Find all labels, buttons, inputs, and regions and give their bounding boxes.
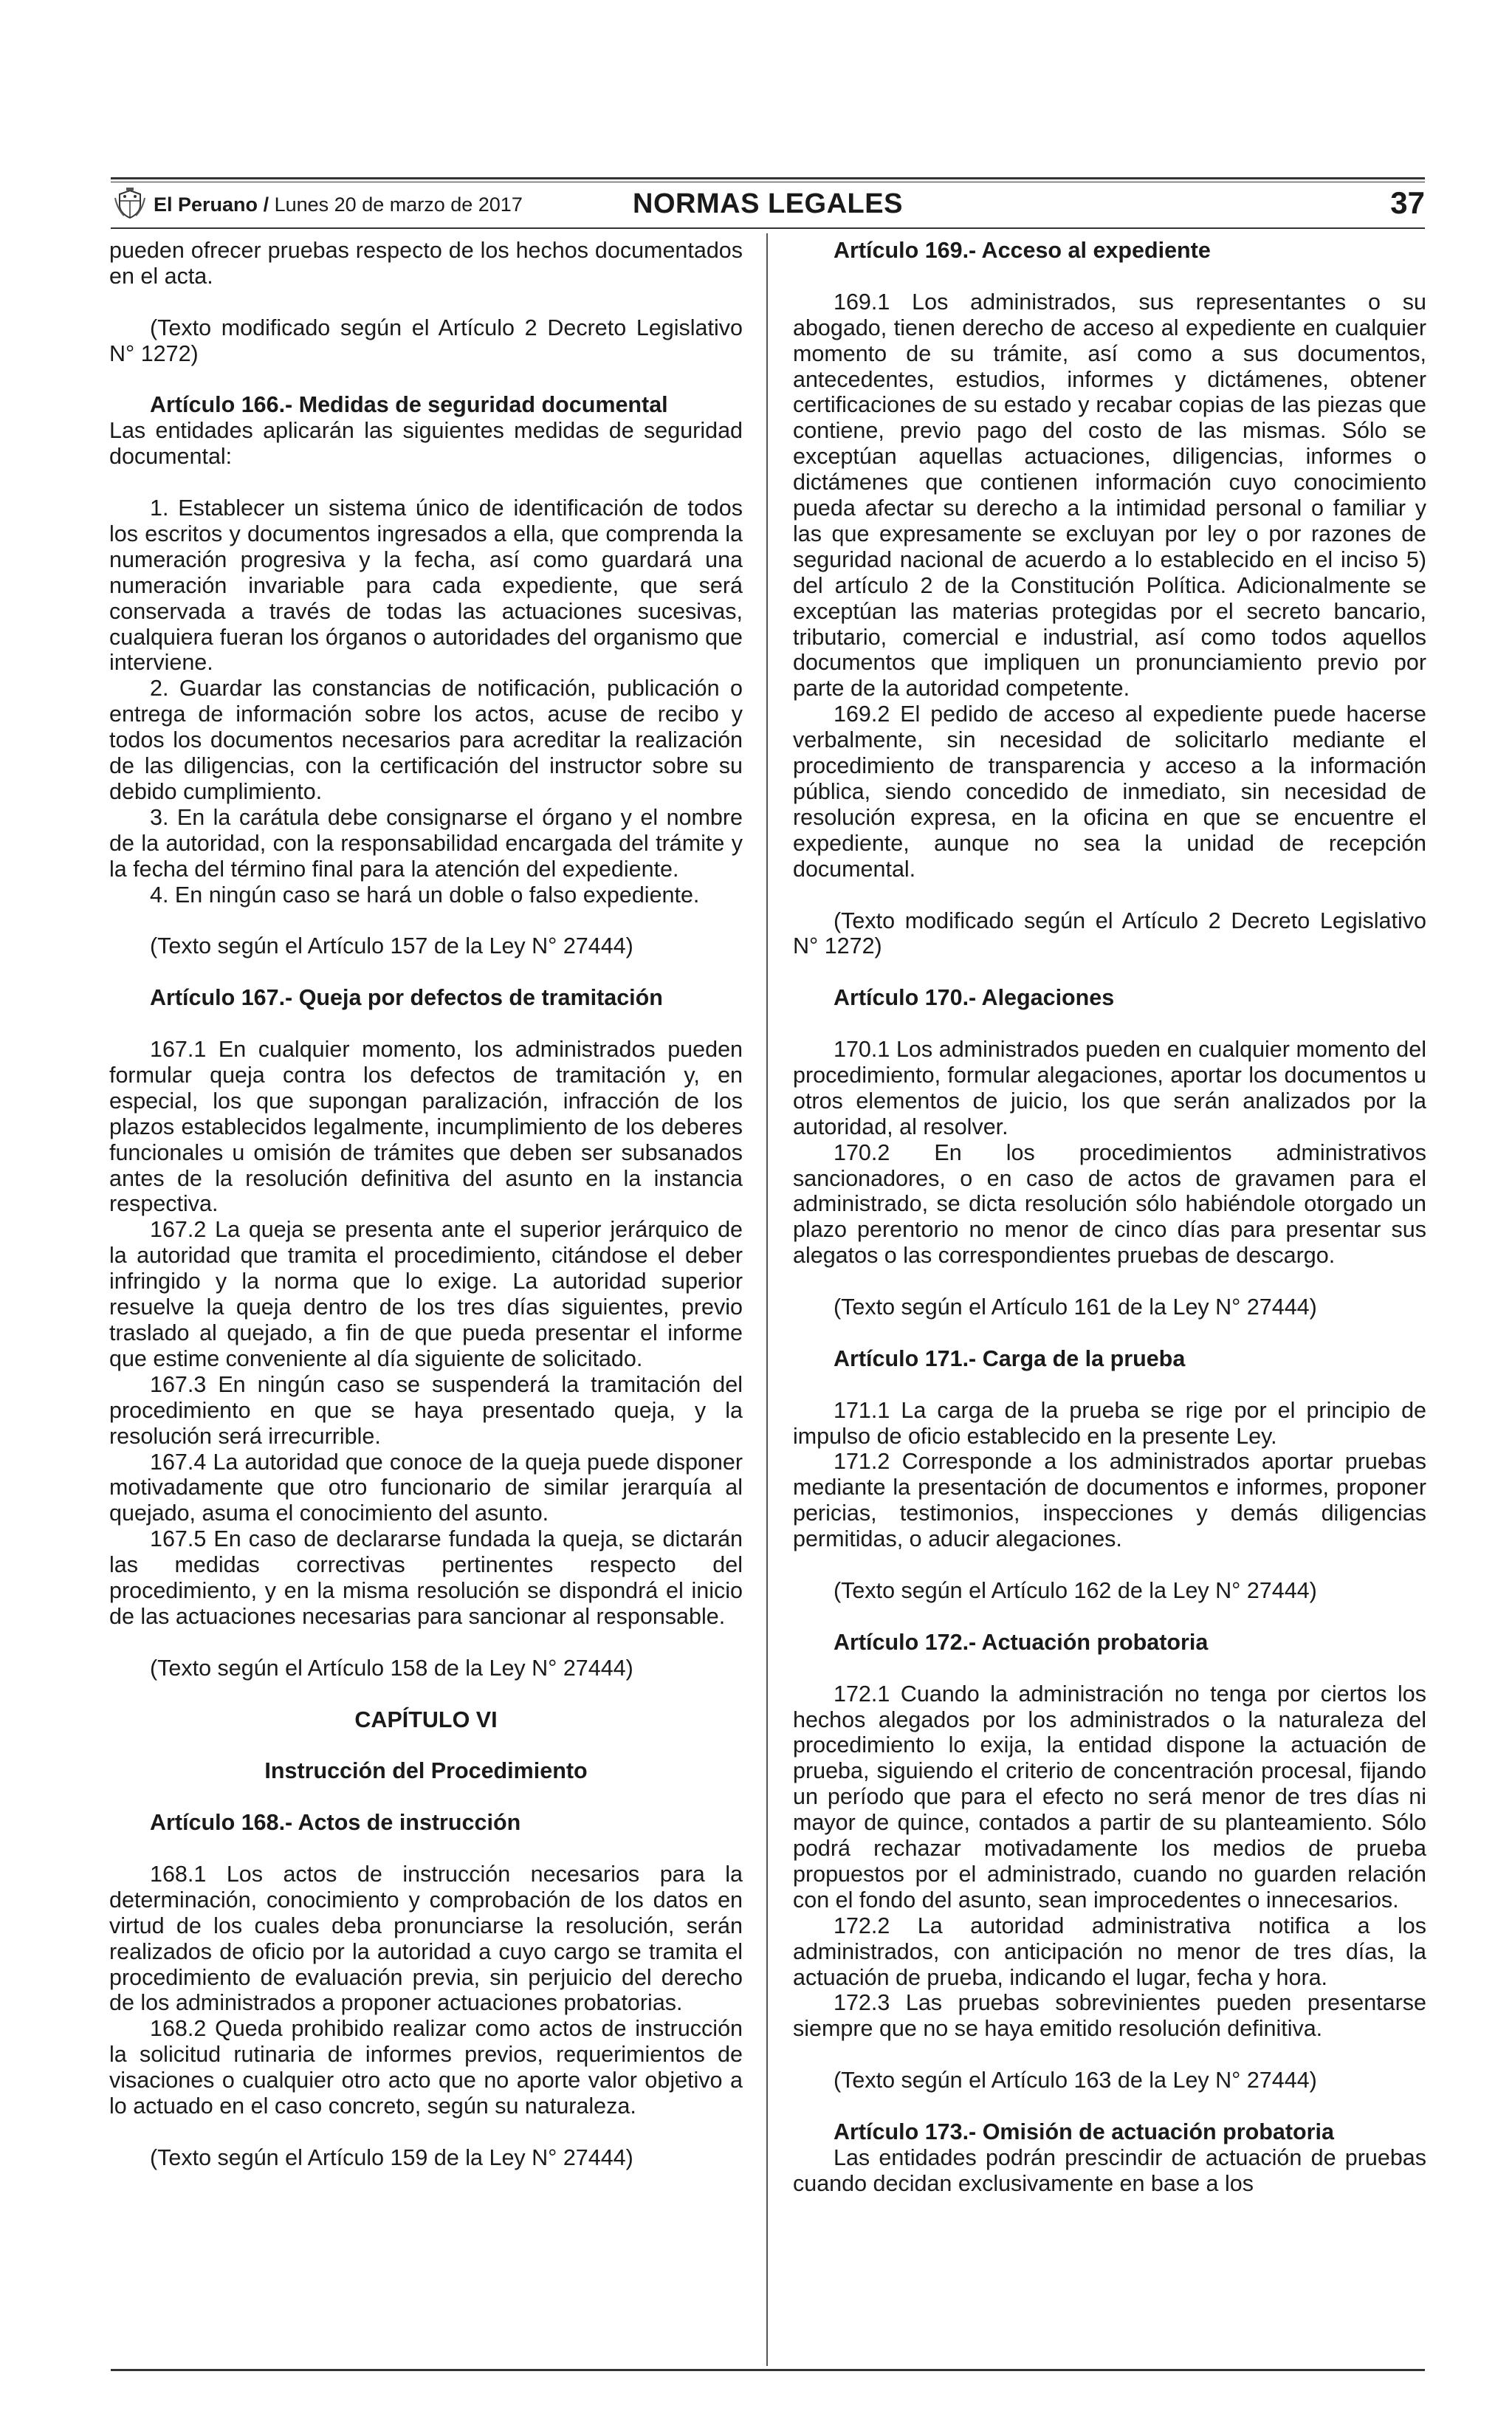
paragraph: 169.1 Los administrados, sus representantes o su abogado, tienen derecho de acceso al expediente en cualquier momento de su trámite, así como a sus documentos, antecedentes, estudios, informes y dictámenes, obtener certificaciones de su estado y recabar copias de las piezas que contiene, previo pago del costo de las mismas. Sólo se exceptúan aquellas actuaciones, diligencias, informes o dictámenes que contienen información cuyo conocimiento pueda afectar su derecho a la intimidad personal o familiar y las que expresamente se excluyan por ley o por razones de seguridad nacional de acuerdo a lo establecido en el inciso 5) del artículo 2 de la Constitución Política. Adicionalmente se exceptúan las materias protegidas por el secreto bancario, tributario, comercial e industrial, así como todos aquellos documentos que impliquen un pronunciamiento previo por parte de la autoridad competente. (793, 289, 1426, 702)
paragraph: 168.1 Los actos de instrucción necesarios para la determinación, conocimiento y comprobación de los datos en virtud de los cuales deba pronunciarse la resolución, serán realizados de oficio por la autoridad a cuyo cargo se tramita el procedimiento de evaluación previa, sin perjuicio del derecho de los administrados a proponer actuaciones probatorias. (109, 1861, 743, 2016)
source-note: (Texto según el Artículo 159 de la Ley N° 27444) (150, 2144, 633, 2170)
article-169-heading: Artículo 169.- Acceso al expediente (834, 238, 1211, 263)
paragraph: Las entidades podrán prescindir de actuación de pruebas cuando decidan exclusivamente en base a los (793, 2144, 1426, 2196)
page-number: 37 (1390, 185, 1425, 220)
source-note: (Texto modificado según el Artículo 2 Decreto Legislativo N° 1272) (793, 908, 1426, 959)
paragraph: 172.2 La autoridad administrativa notifica a los administrados, con anticipación no menor de tres días, la actuación de prueba, indicando el lugar, fecha y hora. (793, 1913, 1426, 1990)
paragraph: 167.4 La autoridad que conoce de la queja puede disponer motivadamente que otro funcionario de similar jerarquía al quejado, asuma el conocimiento del asunto. (109, 1449, 743, 1526)
paragraph: 167.2 La queja se presenta ante el superior jerárquico de la autoridad que tramita el procedimiento, citándose el deber infringido y la norma que lo exige. La autoridad superior resuelve la queja dentro de los tres días siguientes, previo traslado al quejado, a fin de que pueda presentar el informe que estime conveniente al día siguiente de solicitado. (109, 1217, 743, 1371)
paragraph: 167.1 En cualquier momento, los administrados pueden formular queja contra los defectos de tramitación y, en especial, los que supongan paralización, infracción de los plazos establecidos legalmente, incumplimiento de los deberes funcionales u omisión de trámites que deben ser subsanados antes de la resolución definitiva del asunto en la instancia respectiva. (109, 1037, 743, 1217)
source-note: (Texto según el Artículo 158 de la Ley N° 27444) (150, 1655, 633, 1681)
paragraph: 172.1 Cuando la administración no tenga por ciertos los hechos alegados por los administrados o la naturaleza del procedimiento lo exija, la entidad dispone la actuación de prueba, siguiendo el criterio de concentración procesal, fijando un período que para el efecto no será menor de tres días ni mayor de quince, contados a partir de su planteamiento. Sólo podrá rechazar motivadamente los medios de prueba propuestos por el administrado, cuando no guarden relación con el fondo del asunto, sean improcedentes o innecesarios. (793, 1681, 1426, 1913)
paragraph: 167.3 En ningún caso se suspenderá la tramitación del procedimiento en que se haya presentado queja, y la resolución será irrecurrible. (109, 1371, 743, 1449)
article-167-heading: Artículo 167.- Queja por defectos de tramitación (150, 985, 663, 1011)
left-column (109, 238, 743, 2171)
chapter-heading: CAPÍTULO VI (354, 1707, 498, 1732)
source-note: (Texto según el Artículo 157 de la Ley N° 27444) (150, 933, 633, 959)
article-173-heading: Artículo 173.- Omisión de actuación probatoria (834, 2119, 1334, 2144)
article-168-heading: Artículo 168.- Actos de instrucción (150, 1810, 521, 1836)
article-172-heading: Artículo 172.- Actuación probatoria (834, 1629, 1209, 1655)
article-166-heading: Artículo 166.- Medidas de seguridad documental (150, 392, 668, 418)
source-note: (Texto según el Artículo 162 de la Ley N° 27444) (834, 1578, 1317, 1603)
source-note: (Texto según el Artículo 163 de la Ley N° 27444) (834, 2068, 1317, 2093)
page-header (111, 183, 1425, 226)
paragraph: 170.2 En los procedimientos administrativos sancionadores, o en caso de actos de gravamen para el administrado, se dicta resolución sólo habiéndole otorgado un plazo perentorio no menor de cinco días para presentar sus alegatos o las correspondientes pruebas de descargo. (793, 1139, 1426, 1269)
publication-separator: / (263, 193, 269, 216)
source-note: (Texto según el Artículo 161 de la Ley N° 27444) (834, 1294, 1317, 1320)
header-top-rule (111, 177, 1425, 179)
paragraph: 170.1 Los administrados pueden en cualquier momento del procedimiento, formular alegaciones, aportar los documentos u otros elementos de juicio, los que serán analizados por la autoridad, al resolver. (793, 1037, 1426, 1139)
paragraph: Las entidades aplicarán las siguientes medidas de seguridad documental: (109, 418, 743, 470)
right-column (793, 238, 1426, 2197)
chapter-title: Instrucción del Procedimiento (264, 1758, 588, 1784)
article-171-heading: Artículo 171.- Carga de la prueba (834, 1345, 1186, 1371)
list-item: 4. En ningún caso se hará un doble o falso expediente. (150, 882, 700, 908)
section-title: NORMAS LEGALES (633, 188, 903, 219)
paragraph: pueden ofrecer pruebas respecto de los hechos documentados en el acta. (109, 238, 743, 289)
paragraph: 167.5 En caso de declararse fundada la queja, se dictarán las medidas correctivas pertinentes respecto del procedimiento, y en la misma resolución se dispondrá el inicio de las actuaciones necesarias para sancionar al responsable. (109, 1526, 743, 1629)
paragraph: 171.1 La carga de la prueba se rige por el principio de impulso de oficio establecido en la presente Ley. (793, 1397, 1426, 1449)
header-bottom-rule (111, 227, 1425, 229)
article-170-heading: Artículo 170.- Alegaciones (834, 985, 1115, 1011)
paragraph: 168.2 Queda prohibido realizar como actos de instrucción la solicitud rutinaria de informes previos, requerimientos de visaciones o cualquier otro acto que no aporte valor objetivo a lo actuado en el caso concreto, según su naturaleza. (109, 2016, 743, 2119)
publication-name: El Peruano (154, 193, 258, 216)
paragraph: 169.2 El pedido de acceso al expediente puede hacerse verbalmente, sin necesidad de solicitarlo mediante el procedimiento de transparencia y acceso a la información pública, siendo concedido de inmediato, sin necesidad de resolución expresa, en la oficina en que se encuentre el expediente, aunque no sea la unidad de recepción documental. (793, 702, 1426, 882)
footer-rule (111, 2369, 1425, 2371)
paragraph: 172.3 Las pruebas sobrevinientes pueden presentarse siempre que no se haya emitido resolución definitiva. (793, 1990, 1426, 2042)
list-item: 1. Establecer un sistema único de identificación de todos los escritos y documentos ingresados a ella, que comprenda la numeración progresiva y la fecha, así como guardará una numeración invariable para cada expediente, que será conservada a través de todas las actuaciones sucesivas, cualquiera fueran los órganos o autoridades del organismo que interviene. (109, 495, 743, 676)
publication-date: Lunes 20 de marzo de 2017 (274, 193, 523, 216)
source-note: (Texto modificado según el Artículo 2 Decreto Legislativo N° 1272) (109, 315, 743, 366)
list-item: 2. Guardar las constancias de notificación, publicación o entrega de información sobre los actos, acuse de recibo y todos los documentos necesarios para acreditar la realización de las diligencias, con la certificación del instructor sobre su debido cumplimiento. (109, 676, 743, 804)
paragraph: 171.2 Corresponde a los administrados aportar pruebas mediante la presentación de documentos e informes, proponer pericias, testimonios, inspecciones y demás diligencias permitidas, o aducir alegaciones. (793, 1449, 1426, 1552)
list-item: 3. En la carátula debe consignarse el órgano y el nombre de la autoridad, con la responsabilidad encargada del trámite y la fecha del término final para la atención del expediente. (109, 804, 743, 882)
column-divider (766, 233, 768, 2366)
